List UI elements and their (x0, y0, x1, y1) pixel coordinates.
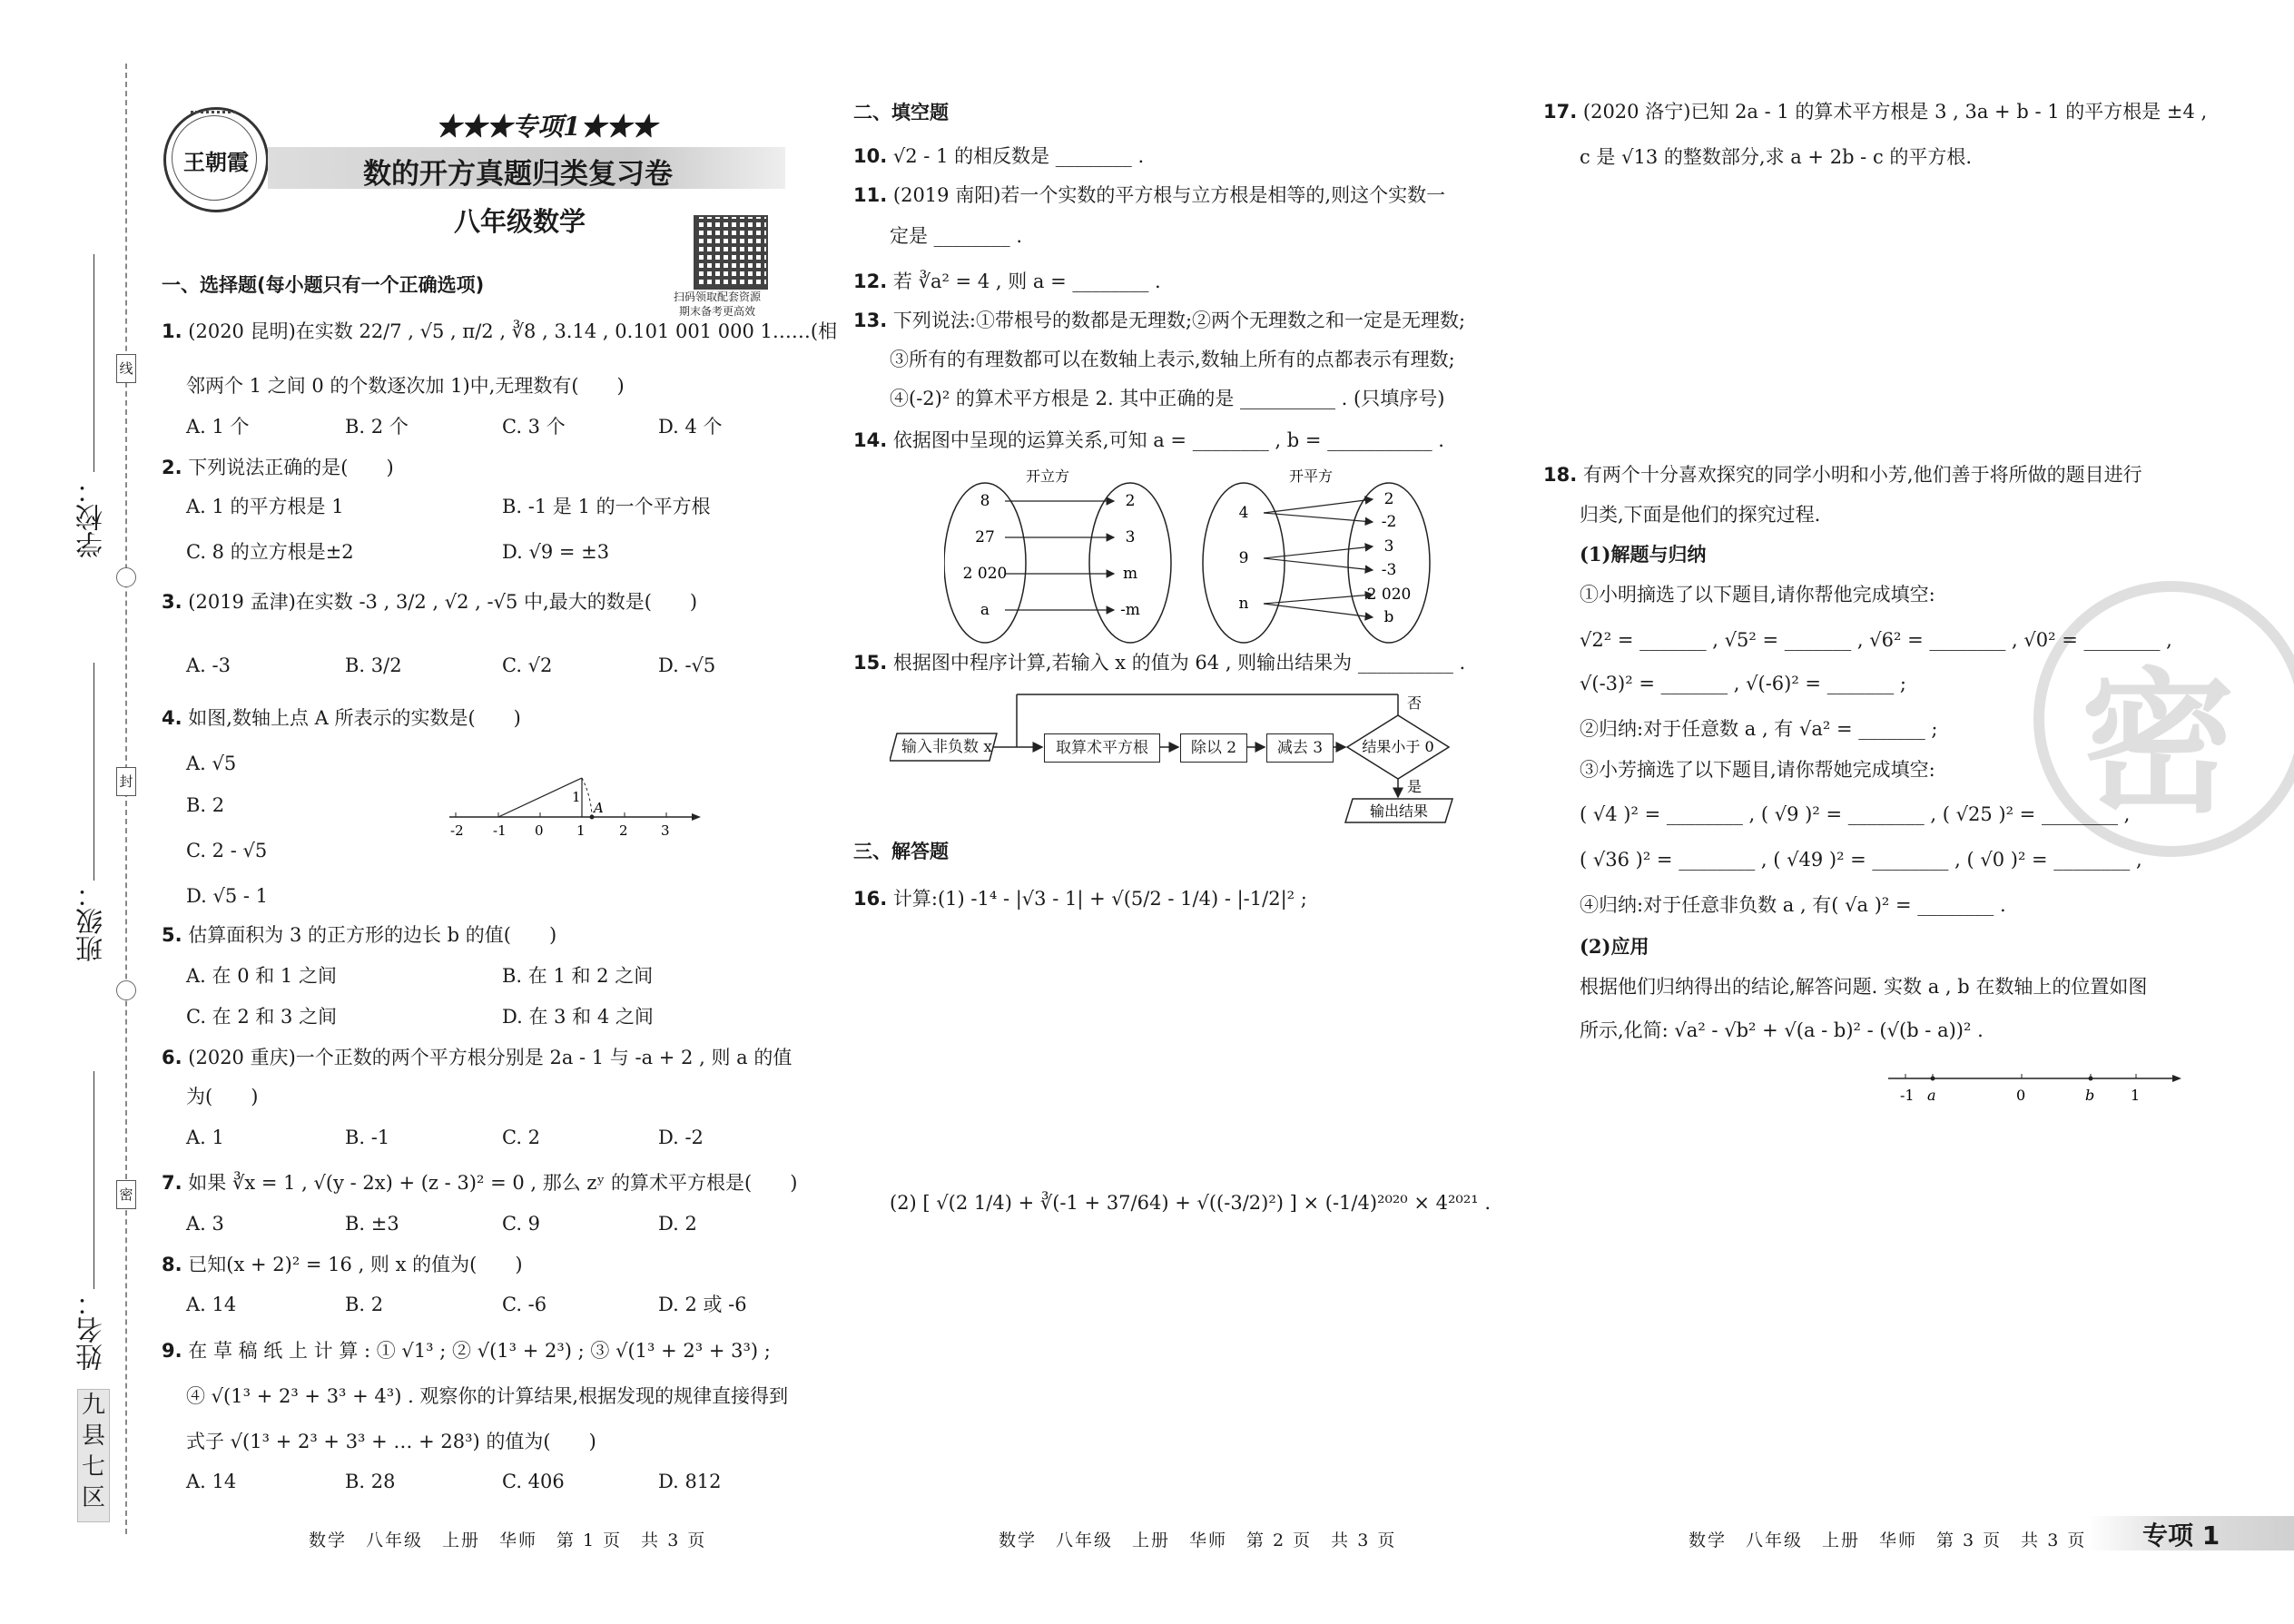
q9-option-d[interactable]: D. 812 (658, 1471, 722, 1492)
q18-step3-line1: ( √4 )² = ________ , ( √9 )² = ________ , ( √25 )² = ________ , (1580, 803, 2131, 825)
footer-page-2: 数学 八年级 上册 华师 第 2 页 共 3 页 (999, 1530, 1397, 1550)
cube-right-item: -m (1120, 601, 1140, 619)
question-18-line2: 归类,下面是他们的探究过程. (1580, 504, 1821, 526)
q1-option-a[interactable]: A. 1 个 (186, 416, 250, 438)
cube-left-item: 2 020 (962, 565, 1008, 583)
flow-output-label: 输出结果 (1369, 802, 1429, 820)
q9-option-a[interactable]: A. 14 (186, 1471, 237, 1492)
q18-step1-line2: √(-3)² = _______ , √(-6)² = _______ ; (1580, 673, 1906, 694)
q4-option-d[interactable]: D. √5 - 1 (186, 885, 268, 907)
mark-secret: 密 (116, 1180, 136, 1209)
q1-option-d[interactable]: D. 4 个 (658, 416, 723, 438)
q18-numberline-figure (1884, 1062, 2188, 1107)
question-17-line2: c 是 √13 的整数部分,求 a + 2b - c 的平方根. (1580, 146, 1973, 168)
q18-point (2089, 1077, 2093, 1081)
question-15: 15. 根据图中程序计算,若输入 x 的值为 64 , 则输出结果为 __________ . (853, 652, 1466, 674)
q18-tick-label: -1 (1900, 1087, 1915, 1104)
qr-code-icon[interactable] (694, 215, 768, 290)
mark-seal: 封 (116, 767, 136, 796)
question-17: 17. (2020 洛宁)已知 2a - 1 的算术平方根是 3 , 3a + b - 1 的平方根是 ±4 , (1543, 101, 2208, 123)
crown-icon (191, 98, 236, 113)
watermark-text: 密 (2081, 655, 2236, 834)
q18-step3-line2: ( √36 )² = ________ , ( √49 )² = ________ , ( √0 )² = ________ , (1580, 849, 2142, 871)
q18-step3: ③小芳摘选了以下题目,请你帮她完成填空: (1580, 759, 1935, 781)
cube-right-item: m (1122, 565, 1138, 583)
question-2: 2. 下列说法正确的是( ) (162, 457, 394, 478)
q18-tick-label: 0 (2016, 1087, 2026, 1104)
flow-divide-box: 除以 2 (1180, 733, 1247, 763)
sqrt-right-item: -3 (1381, 561, 1397, 579)
q9-option-b[interactable]: B. 28 (345, 1471, 396, 1492)
footer-page-3: 数学 八年级 上册 华师 第 3 页 共 3 页 (1689, 1530, 2087, 1550)
q18-tick-label: b (2085, 1087, 2095, 1104)
region-tag: 九县七区 (77, 1389, 110, 1522)
page-subtitle: 八年级数学 (454, 206, 586, 237)
q18-step2: ②归纳:对于任意数 a , 有 √a² = _______ ; (1580, 718, 1938, 740)
cube-left-item: 27 (975, 528, 995, 546)
question-5: 5. 估算面积为 3 的正方形的边长 b 的值( ) (162, 924, 557, 946)
binding-hole-icon (116, 980, 136, 1000)
question-13-line2: ③所有的有理数都可以在数轴上表示,数轴上所有的点都表示有理数; (890, 349, 1455, 370)
sqrt-right-item: -2 (1381, 513, 1397, 531)
q18-part1: (1)解题与归纳 (1580, 543, 1707, 566)
logo-seal-icon (163, 107, 269, 212)
question-4: 4. 如图,数轴上点 A 所表示的实数是( ) (162, 707, 521, 729)
mark-line: 线 (116, 354, 136, 383)
sqrt-right-item: 2 (1383, 490, 1394, 508)
page-title: 数的开方真题归类复习卷 (363, 158, 673, 191)
question-9-line3: 式子 √(1³ + 2³ + 3³ + … + 28³) 的值为( ) (186, 1431, 596, 1452)
question-3: 3. (2019 孟津)在实数 -3 , 3/2 , √2 , -√5 中,最大的数是( ) (162, 591, 698, 613)
question-8: 8. 已知(x + 2)² = 16 , 则 x 的值为( ) (162, 1254, 523, 1275)
qr-caption-1: 扫码领取配套资源 (674, 290, 762, 303)
question-16: 16. 计算:(1) -1⁴ - |√3 - 1| + √(5/2 - 1/4) - |-1/2|² ; (853, 888, 1307, 910)
q2-option-a[interactable]: A. 1 的平方根是 1 (186, 496, 344, 517)
cube-left-item: 8 (980, 492, 990, 510)
q4-tick-label: 3 (661, 822, 670, 839)
logo-text: 王朝霞 (183, 149, 249, 175)
q4-side-label: 1 (572, 789, 581, 805)
cube-left-item: a (980, 601, 990, 619)
school-label: 学校： (76, 477, 108, 558)
footer-page-1: 数学 八年级 上册 华师 第 1 页 共 3 页 (309, 1530, 707, 1550)
question-1-line2: 邻两个 1 之间 0 的个数逐次加 1)中,无理数有( ) (186, 375, 625, 397)
flow-no-label: 否 (1406, 694, 1423, 712)
q18-point (1931, 1077, 1935, 1081)
flow-condition-label: 结果小于 0 (1362, 738, 1434, 755)
sqrt-arrow (1264, 546, 1373, 558)
q7-option-b[interactable]: B. ±3 (345, 1213, 399, 1235)
question-11: 11. (2019 南阳)若一个实数的平方根与立方根是相等的,则这个实数一 (853, 184, 1446, 206)
q3-option-d[interactable]: D. -√5 (658, 655, 716, 676)
q8-option-b[interactable]: B. 2 (345, 1294, 384, 1315)
flow-yes-label: 是 (1406, 778, 1423, 795)
q7-option-a[interactable]: A. 3 (186, 1213, 224, 1235)
q4-tick-label: -1 (493, 822, 507, 839)
binding-hole-icon (116, 567, 136, 587)
q2-option-c[interactable]: C. 8 的立方根是±2 (186, 541, 354, 563)
question-9: 9. 在 草 稿 纸 上 计 算 : ① √1³ ; ② √(1³ + 2³) ; ③ √(1³ + 2³ + 3³) ; (162, 1340, 771, 1362)
q5-option-c[interactable]: C. 在 2 和 3 之间 (186, 1006, 338, 1028)
section3-heading: 三、解答题 (853, 841, 949, 862)
question-7: 7. 如果 ∛x = 1 , √(y - 2x) + (z - 3)² = 0 , 那么 zʸ 的算术平方根是( ) (162, 1172, 798, 1194)
flow-sqrt-box: 取算术平方根 (1044, 733, 1160, 763)
q14-mapping-figure (944, 463, 1452, 649)
q4-tick-label: -2 (450, 822, 464, 839)
q5-option-b[interactable]: B. 在 1 和 2 之间 (502, 965, 654, 987)
sqrt-left-item: 4 (1238, 504, 1249, 522)
sqrt-right-item: 2 020 (1366, 586, 1412, 604)
q4-point-a (590, 815, 595, 820)
question-11-line2: 定是 ________ . (890, 225, 1023, 247)
binding-dashed-line (125, 64, 127, 1534)
name-label: 姓名： (76, 1289, 108, 1371)
q4-option-b[interactable]: B. 2 (186, 794, 225, 816)
flow-input: 输入非负数 x (901, 738, 992, 756)
q3-option-a[interactable]: A. -3 (186, 655, 231, 676)
q4-tick-label: 2 (619, 822, 628, 839)
q6-option-d[interactable]: D. -2 (658, 1127, 704, 1148)
sqrt-arrow (1264, 499, 1373, 513)
q2-option-b[interactable]: B. -1 是 1 的一个平方根 (502, 496, 711, 517)
question-13-line3: ④(-2)² 的算术平方根是 2. 其中正确的是 __________ . (只填序号) (890, 388, 1445, 409)
q18-application-line1: 根据他们归纳得出的结论,解答问题. 实数 a , b 在数轴上的位置如图 (1580, 976, 2148, 998)
q2-option-d[interactable]: D. √9 = ±3 (502, 541, 610, 563)
class-label: 班级： (76, 881, 108, 962)
flow-subtract-box: 减去 3 (1266, 733, 1334, 763)
q1-option-c[interactable]: C. 3 个 (502, 416, 566, 438)
topic-badge: ★★★专项1★★★ (436, 112, 657, 142)
q18-application-line2: 所示,化简: √a² - √b² + √(a - b)² - (√(b - a))² . (1580, 1019, 1984, 1041)
section1-heading: 一、选择题(每小题只有一个正确选项) (162, 274, 485, 296)
question-12: 12. 若 ∛a² = 4 , 则 a = ________ . (853, 271, 1161, 292)
q6-option-a[interactable]: A. 1 (186, 1127, 224, 1148)
q4-option-c[interactable]: C. 2 - √5 (186, 840, 268, 861)
question-1: 1. (2020 昆明)在实数 22/7 , √5 , π/2 , ∛8 , 3.14 , 0.101 001 000 1……(相 (162, 320, 838, 342)
q8-option-a[interactable]: A. 14 (186, 1294, 237, 1315)
question-6-line2: 为( ) (186, 1086, 259, 1107)
cube-right-item: 3 (1125, 528, 1136, 546)
q4-point-label: A (594, 800, 604, 816)
sqrt-left-item: n (1238, 595, 1249, 613)
q5-option-d[interactable]: D. 在 3 和 4 之间 (502, 1006, 654, 1028)
q8-option-c[interactable]: C. -6 (502, 1294, 547, 1315)
q8-option-d[interactable]: D. 2 或 -6 (658, 1294, 747, 1315)
cube-root-label: 开立方 (1026, 468, 1070, 485)
q18-tick-label: a (1927, 1087, 1936, 1104)
q6-option-b[interactable]: B. -1 (345, 1127, 390, 1148)
sqrt-left-item: 9 (1238, 549, 1249, 567)
q18-step4: ④归纳:对于任意非负数 a , 有( √a )² = ________ . (1580, 894, 2006, 916)
qr-caption-2: 期末备考更高效 (679, 305, 756, 318)
q4-option-a[interactable]: A. √5 (186, 753, 237, 774)
question-10: 10. √2 - 1 的相反数是 ________ . (853, 145, 1145, 167)
q18-step1: ①小明摘选了以下题目,请你帮他完成填空: (1580, 584, 1935, 605)
q3-option-b[interactable]: B. 3/2 (345, 655, 402, 676)
q9-option-c[interactable]: C. 406 (502, 1471, 565, 1492)
q18-part2: (2)应用 (1580, 935, 1649, 958)
square-root-label: 开平方 (1289, 468, 1334, 485)
question-6: 6. (2020 重庆)一个正数的两个平方根分别是 2a - 1 与 -a + 2 , 则 a 的值 (162, 1047, 793, 1068)
sqrt-right-item: b (1383, 608, 1394, 626)
corner-label: 专项 1 (2142, 1521, 2220, 1550)
q7-option-c[interactable]: C. 9 (502, 1213, 541, 1235)
sqrt-arrow (1264, 558, 1373, 570)
q5-option-a[interactable]: A. 在 0 和 1 之间 (186, 965, 337, 987)
question-9-line2: ④ √(1³ + 2³ + 3³ + 4³) . 观察你的计算结果,根据发现的规律直接得到 (186, 1385, 789, 1407)
q1-option-b[interactable]: B. 2 个 (345, 416, 409, 438)
q18-tick-label: 1 (2131, 1087, 2141, 1104)
sqrt-right-item: 3 (1383, 537, 1394, 556)
question-18: 18. 有两个十分喜欢探究的同学小明和小芳,他们善于将所做的题目进行 (1543, 464, 2142, 486)
cube-right-item: 2 (1125, 492, 1136, 510)
q15-flowchart (890, 690, 1471, 826)
question-14: 14. 依据图中呈现的运算关系,可知 a = ________ , b = ___________ . (853, 429, 1444, 451)
q6-option-c[interactable]: C. 2 (502, 1127, 541, 1148)
q3-option-c[interactable]: C. √2 (502, 655, 553, 676)
q18-step1-line1: √2² = _______ , √5² = _______ , √6² = ________ , √0² = ________ , (1580, 629, 2172, 651)
section2-heading: 二、填空题 (853, 102, 949, 123)
q7-option-d[interactable]: D. 2 (658, 1213, 697, 1235)
q4-tick-label: 0 (535, 822, 544, 839)
q4-numberline-figure (445, 767, 708, 844)
question-16-part2: (2) [ √(2 1/4) + ∛(-1 + 37/64) + √((-3/2)²) ] × (-1/4)²⁰²⁰ × 4²⁰²¹ . (890, 1192, 1492, 1214)
q4-tick-label: 1 (576, 822, 586, 839)
question-13: 13. 下列说法:①带根号的数都是无理数;②两个无理数之和一定是无理数; (853, 310, 1466, 331)
